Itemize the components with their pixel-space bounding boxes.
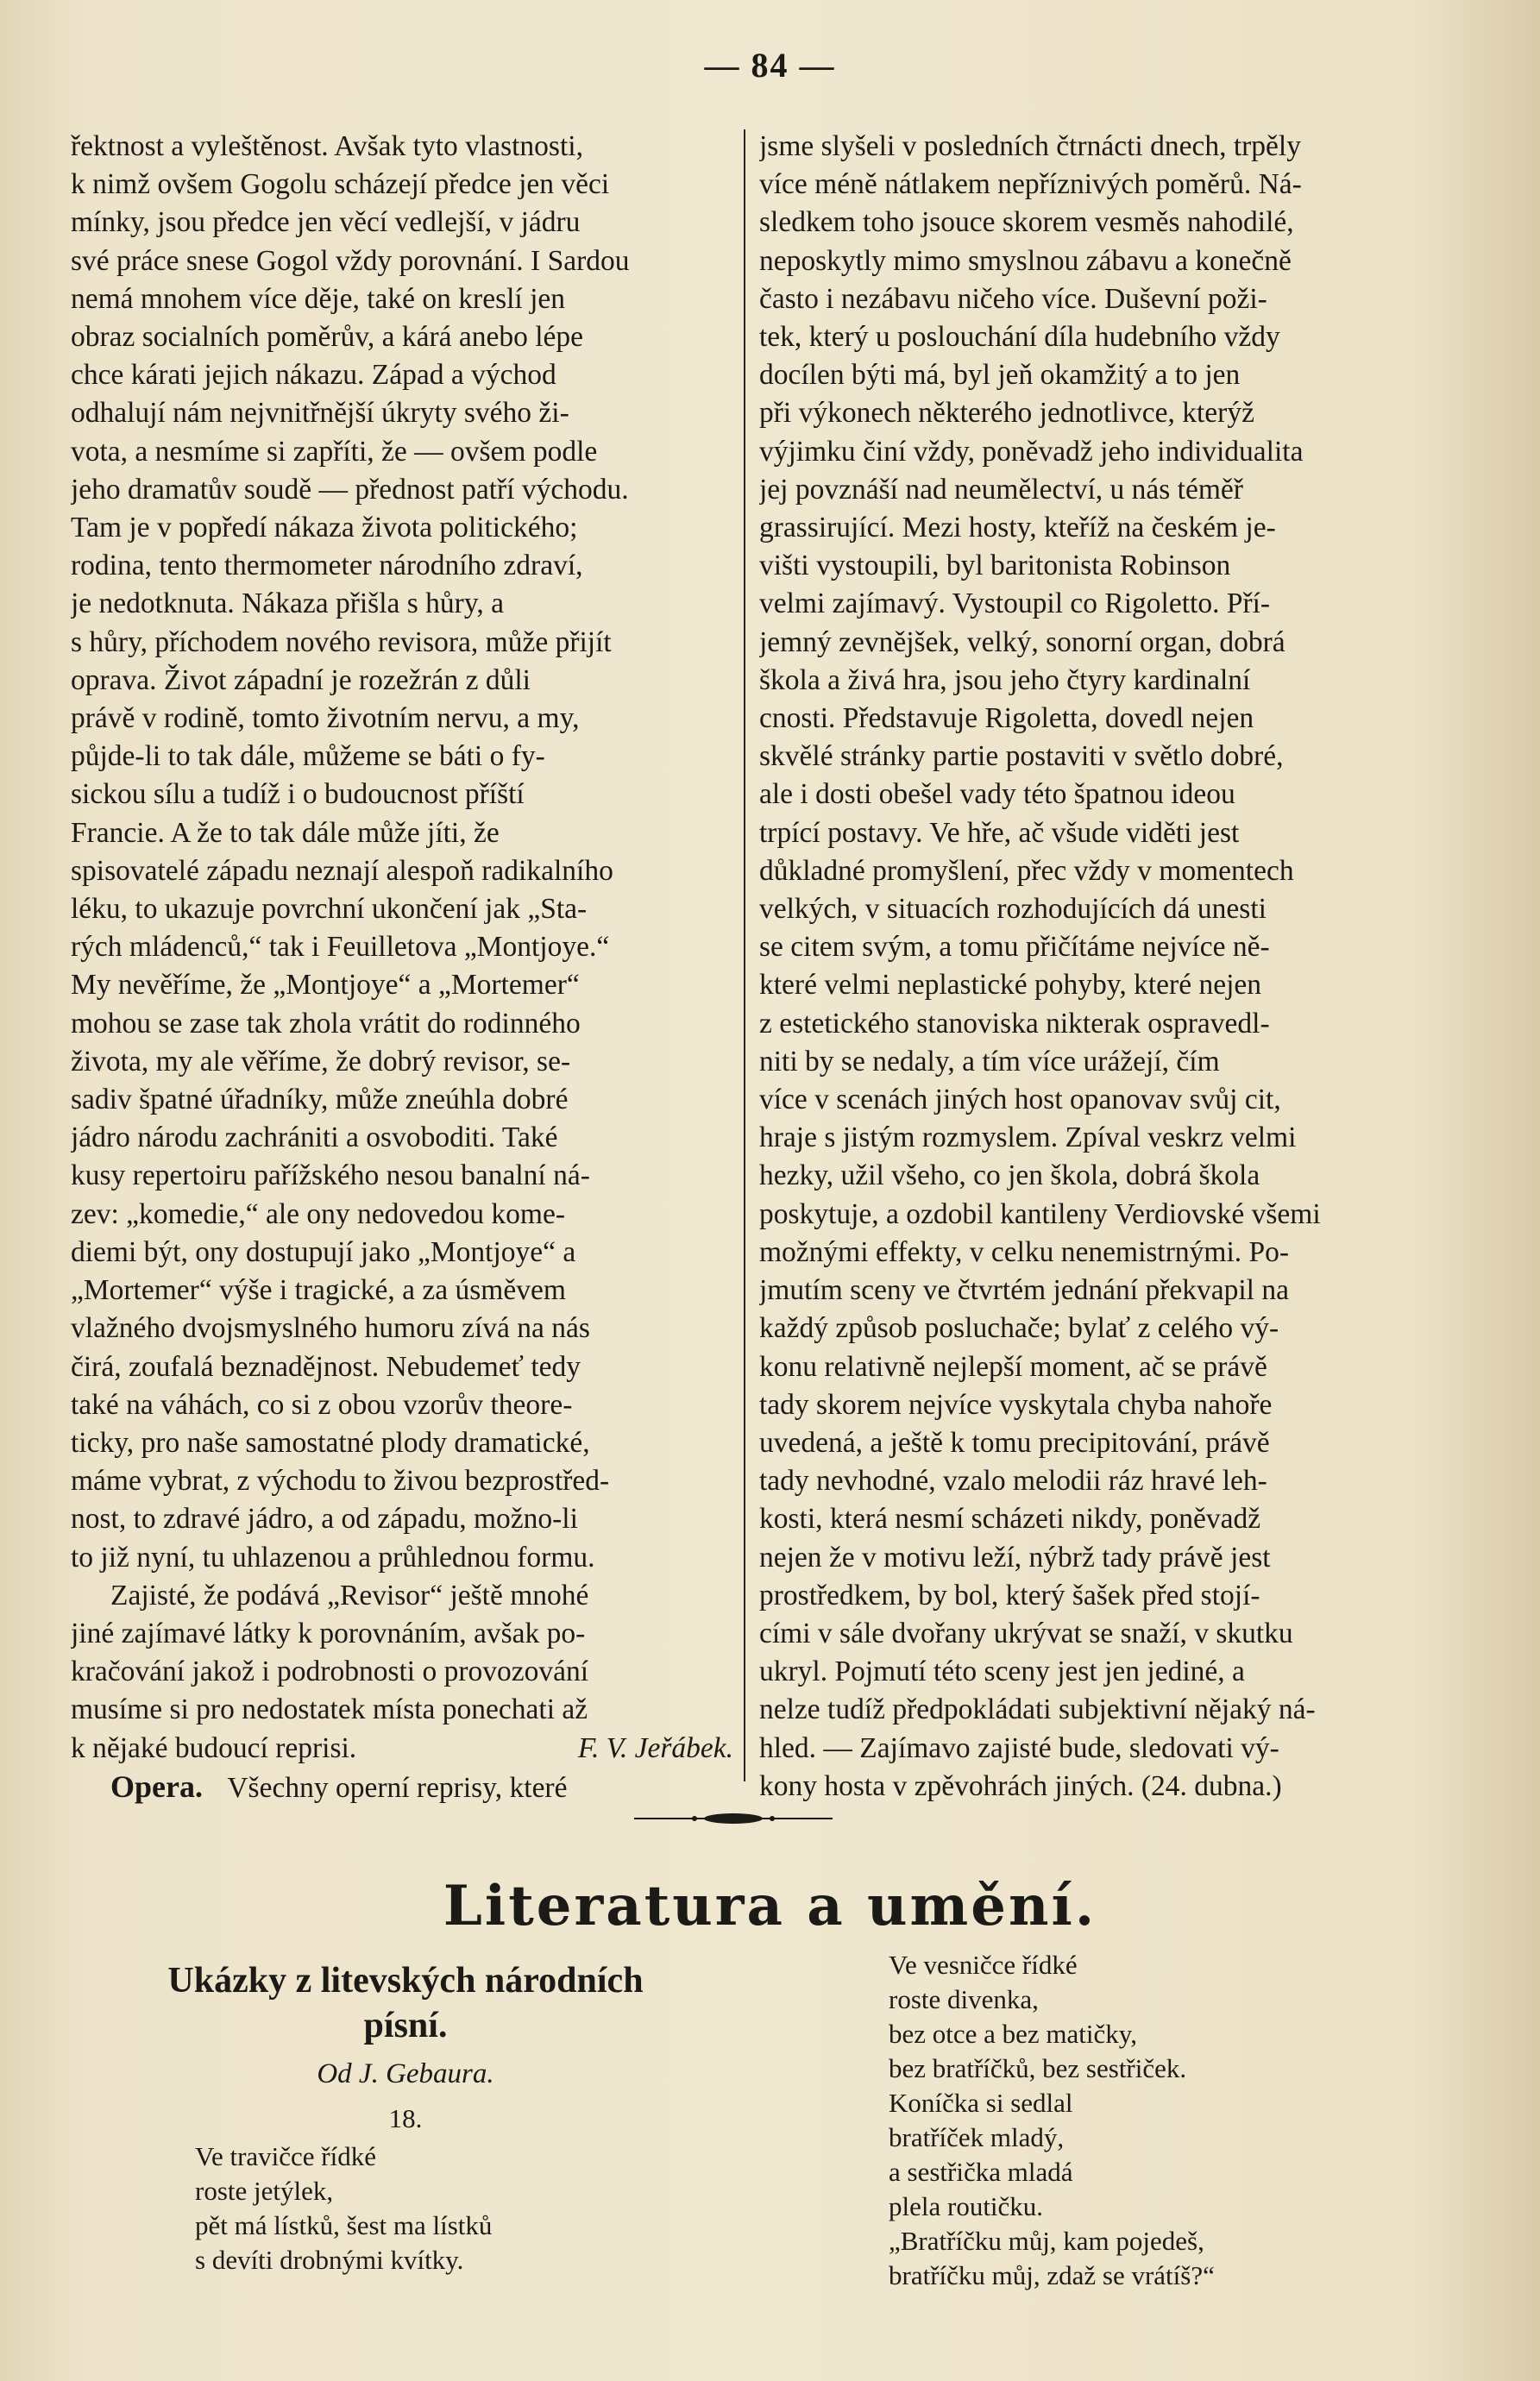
text-line: jsme slyšeli v posledních čtrnácti dnech, trpěly [759, 130, 1301, 162]
text-line: grassirující. Mezi hosty, kteříž na českém je- [759, 512, 1276, 544]
poem-title-line1: Ukázky z litevských národních [167, 1961, 644, 2001]
text-line: sledkem toho jsouce skorem vesměs nahodilé, [759, 206, 1294, 239]
text-line: tady skorem nejvíce vyskytala chyba nahoře [759, 1388, 1273, 1421]
text-line: nelze tudíž předpokládati subjektivní nějaký ná- [759, 1693, 1316, 1726]
text-line: kosti, která nesmí scházeti nikdy, poněvadž [759, 1503, 1261, 1536]
text-line: čirá, zoufalá beznadějnost. Nebudemeť tedy [71, 1350, 581, 1383]
text-line: půjde-li to tak dále, můžeme se báti o fy- [71, 740, 545, 773]
text-line: velkých, v situacích rozhodujících dá unesti [759, 893, 1267, 926]
text-line: rých mládenců,“ tak i Feuilletova „Montjoye.“ [71, 931, 610, 964]
text-line: své práce snese Gogol vždy porovnání. I Sardou [71, 244, 630, 277]
text-line: oprava. Život západní je rozežrán z důli [71, 663, 531, 696]
text-line: z estetického stanoviska nikterak ospravedl- [759, 1007, 1270, 1040]
text-line: sickou sílu a tudíž i o budoucnost příští [71, 778, 525, 811]
text-line: uvedená, a ještě k tomu precipitování, právě [759, 1426, 1270, 1459]
poem-verse: s devíti drobnými kvítky. [195, 2245, 464, 2275]
poem-verse: Koníčka si sedlal [889, 2088, 1073, 2118]
text-line: kračování jakož i podrobnosti o provozování [71, 1655, 589, 1688]
poem-verse: bratříčku můj, zdaž se vrátíš?“ [889, 2260, 1215, 2290]
text-line: My nevěříme, že „Montjoye“ a „Mortemer“ [71, 969, 580, 1002]
text-line: „Mortemer“ výše i tragické, a za úsměvem [71, 1274, 566, 1307]
section-title: Literatura a umění. [443, 1874, 1097, 1938]
text-line: života, my ale věříme, že dobrý revisor, se- [71, 1045, 571, 1077]
poem-title-line2: písní. [363, 2006, 448, 2045]
text-line: ale i dosti obešel vady této špatnou ideou [759, 778, 1235, 811]
poem-verse: bez bratříčků, bez sestřiček. [889, 2053, 1187, 2083]
text-line: obraz socialních poměrův, a kárá anebo lépe [71, 321, 584, 354]
text-line: s hůry, příchodem nového revisora, může přijít [71, 625, 612, 658]
text-line: důkladné promyšlení, přec vždy v momentech [759, 854, 1294, 887]
text-line: jmutím sceny ve čtvrtém jednání překvapil na [759, 1274, 1289, 1307]
closing-text: k nějaké budoucí reprisi. [71, 1731, 357, 1764]
text-line: hled. — Zajímavo zajisté bude, sledovati vý- [759, 1731, 1279, 1764]
text-line: cími v sále dvořany ukrývat se snaží, v skutku [759, 1617, 1293, 1649]
text-line: niti by se nedaly, a tím více urážejí, čím [759, 1045, 1220, 1077]
text-line: tady nevhodné, vzalo melodii ráz hravé leh- [759, 1465, 1267, 1498]
text-line: diemi být, ony dostupují jako „Montjoye“ a [71, 1235, 576, 1268]
text-line: kusy repertoiru pařížského nesou banalní ná- [71, 1159, 590, 1192]
text-line: zev: „komedie,“ ale ony nedovedou kome- [71, 1197, 566, 1230]
poem-left-verses [195, 2139, 678, 2277]
text-line: konu relativně nejlepší moment, ač se právě [759, 1350, 1267, 1383]
text-line: léku, to ukazuje povrchní ukončení jak „Sta- [71, 893, 588, 926]
text-line: trpící postavy. Ve hře, ač všude viděti jest [759, 816, 1240, 849]
text-line: musíme si pro nedostatek místa ponechati až [71, 1693, 588, 1726]
text-line: neposkytly mimo smyslnou zábavu a konečně [759, 244, 1292, 277]
text-line: při výkonech některého jednotlivce, kterýž [759, 397, 1254, 430]
text-line: ticky, pro naše samostatné plody dramatické, [71, 1426, 590, 1459]
text-line: se citem svým, a tomu přičítáme nejvíce ně- [759, 931, 1270, 964]
opera-heading: Opera. [110, 1768, 203, 1804]
text-line: více méně nátlakem nepříznivých poměrů. Ná- [759, 168, 1302, 201]
text-line: které velmi neplastické pohyby, které nejen [759, 969, 1261, 1002]
opera-review-text [759, 128, 1432, 1806]
right-column [759, 128, 1432, 1806]
text-line: prostředkem, by bol, který šašek před stojí- [759, 1579, 1260, 1611]
text-line: právě v rodině, tomto životním nervu, a my, [71, 702, 580, 735]
text-line: poskytuje, a ozdobil kantileny Verdiovské všemi [759, 1197, 1321, 1230]
text-line: jádro národu zachrániti a osvoboditi. Také [71, 1121, 558, 1154]
text-line: tek, který u poslouchání díla hudebního vždy [759, 321, 1280, 354]
text-line: skvělé stránky partie postaviti v světlo dobré, [759, 740, 1284, 773]
text-line: ukryl. Pojmutí této sceny jest jen jediné, a [759, 1655, 1245, 1688]
text-line: nemá mnohem více děje, také on kreslí jen [71, 282, 566, 315]
text-line: jeho dramatův soudě — přednost patří východu. [71, 473, 629, 506]
text-line: k nimž ovšem Gogolu scházejí předce jen věci [71, 168, 610, 201]
paragraph-revisor-comparison [71, 128, 744, 1577]
page-number: — 84 — [704, 46, 836, 85]
text-line: kony hosta v zpěvohrách jiných. (24. dubna.) [759, 1769, 1282, 1802]
poem-title [95, 1958, 716, 2048]
text-line: jiné zajímavé látky k porovnáním, avšak po- [71, 1617, 586, 1649]
poem-verse: „Bratříčku můj, kam pojedeš, [889, 2226, 1204, 2256]
text-line: máme vybrat, z východu to živou bezprostřed- [71, 1465, 610, 1498]
text-line: odhalují nám nejvnitřnější úkryty svého ži- [71, 397, 569, 430]
text-line: Francie. A že to tak dále může jíti, že [71, 816, 500, 849]
poem-verse: bez otce a bez matičky, [889, 2019, 1138, 2049]
author-signature: F. V. Jeřábek. [577, 1731, 733, 1764]
poem-right-verses [889, 1948, 1424, 2293]
poem-verse: a sestřička mladá [889, 2157, 1073, 2187]
text-line: jej povznáší nad neumělectví, u nás téměř [759, 473, 1243, 506]
poem-verse: plela routičku. [889, 2191, 1044, 2221]
text-line: velmi zajímavý. Vystoupil co Rigoletto. Pří- [759, 587, 1271, 620]
text-line: rodina, tento thermometer národního zdraví, [71, 550, 583, 582]
text-line: višti vystoupili, byl baritonista Robinson [759, 550, 1231, 582]
text-line: Zajisté, že podává „Revisor“ ještě mnohé [110, 1579, 589, 1611]
text-line: často i nezábavu ničeho více. Duševní poži- [759, 282, 1267, 315]
text-line: sadiv špatné úřadníky, může zneúhla dobré [71, 1084, 569, 1116]
text-line: cnosti. Představuje Rigoletta, dovedl nejen [759, 702, 1254, 735]
text-line: výjimku činí vždy, poněvadž jeho individualita [759, 435, 1304, 468]
text-line: spisovatelé západu neznají alespoň radikalního [71, 854, 613, 887]
poem-author: Od J. Gebaura. [317, 2058, 494, 2089]
poem-verse: bratříček mladý, [889, 2122, 1065, 2152]
column-divider [744, 129, 745, 1781]
opera-line [71, 1768, 744, 1807]
closing-line [71, 1730, 744, 1768]
text-line: docílen býti má, byl jeň okamžitý a to jen [759, 359, 1241, 392]
text-line: hezky, užil všeho, co jen škola, dobrá škola [759, 1159, 1260, 1192]
poem-verse: Ve travičce řídké [195, 2141, 376, 2171]
ornament-divider-icon [634, 1810, 833, 1827]
text-line: je nedotknuta. Nákaza přišla s hůry, a [71, 587, 505, 620]
text-line: škola a živá hra, jsou jeho čtyry kardinalní [759, 663, 1251, 696]
text-line: chce kárati jejich nákazu. Západ a východ [71, 359, 556, 392]
text-line: více v scenách jiných host opanovav svůj cit, [759, 1084, 1281, 1116]
poem-verse: roste divenka, [889, 1984, 1039, 2014]
text-line: možnými effekty, v celku nenemistrnými. Po- [759, 1235, 1290, 1268]
text-line: to již nyní, tu uhlazenou a průhlednou formu. [71, 1541, 595, 1574]
poem-verse: Ve vesničce řídké [889, 1950, 1078, 1980]
text-line: vlažného dvojsmyslného humoru zívá na nás [71, 1312, 590, 1345]
text-line: hraje s jistým rozmyslem. Zpíval veskrz velmi [759, 1121, 1297, 1154]
text-line: vota, a nesmíme si zapříti, že — ovšem podle [71, 435, 598, 468]
text-line: nejen že v motivu leží, nýbrž tady právě jest [759, 1541, 1271, 1574]
left-column [71, 128, 744, 1807]
paragraph-revisor-continuation [71, 1577, 744, 1730]
poem-number: 18. [388, 2103, 423, 2133]
opera-text: Všechny operní reprisy, které [227, 1771, 568, 1804]
text-line: řektnost a vyleštěnost. Avšak tyto vlastnosti, [71, 130, 583, 162]
text-line: také na váhách, co si z obou vzorův theore- [71, 1388, 573, 1421]
text-line: mohou se zase tak zhola vrátit do rodinného [71, 1007, 581, 1040]
text-line: nost, to zdravé jádro, a od západu, možno-li [71, 1503, 578, 1536]
text-line: jemný zevnějšek, velký, sonorní organ, dobrá [759, 625, 1285, 658]
text-line: mínky, jsou předce jen věcí vedlejší, v jádru [71, 206, 581, 239]
text-line: každý způsob posluchače; bylať z celého vý- [759, 1312, 1279, 1345]
poem-verse: roste jetýlek, [195, 2176, 334, 2206]
poem-verse: pět má lístků, šest ma lístků [195, 2210, 493, 2240]
text-line: Tam je v popředí nákaza života politického; [71, 512, 578, 544]
